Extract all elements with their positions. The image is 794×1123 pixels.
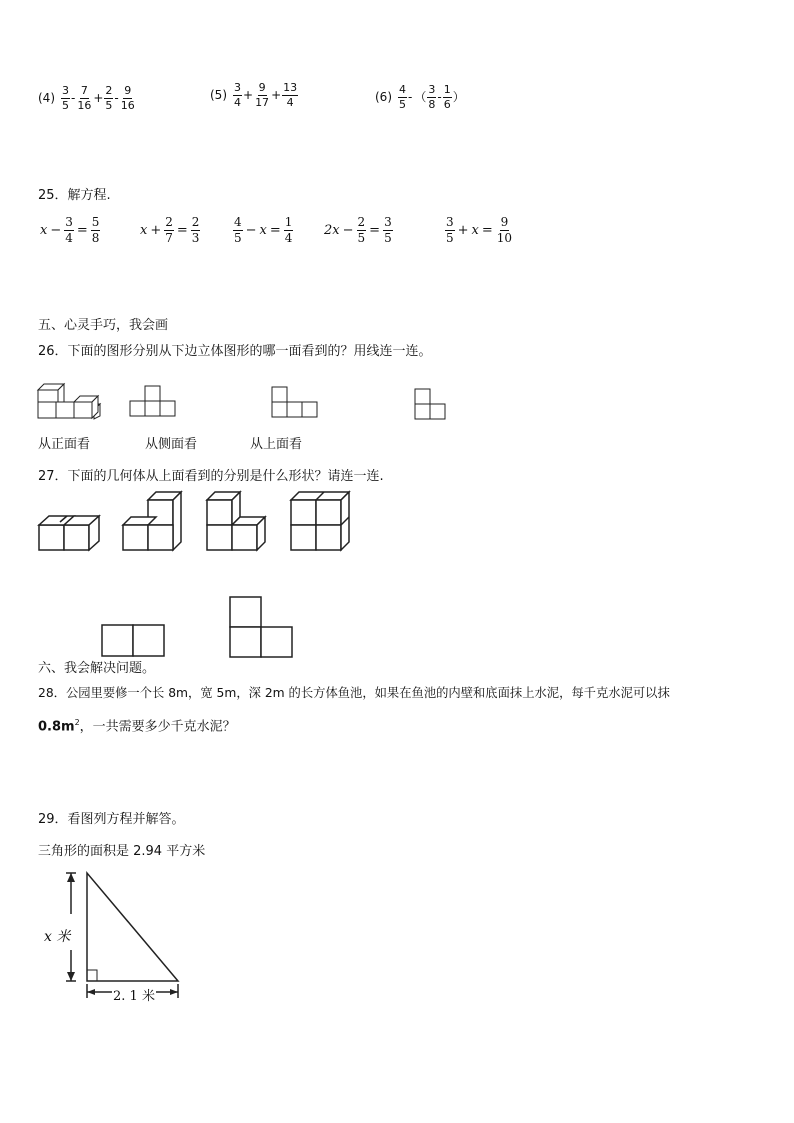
q26-view-front [130, 385, 178, 421]
equation-3: $\frac{4}{5}$ − x = $\frac{1}{4}$ [234, 215, 293, 245]
equation-5: $\frac{3}{5}$ + x = $\frac{9}{10}$ [446, 215, 513, 245]
q26-view-side [414, 388, 448, 424]
part-label: (5) [210, 88, 227, 103]
q27-solid-1 [38, 510, 100, 552]
operator: + [243, 88, 254, 103]
label-top-view: 从上面看 [250, 437, 303, 452]
q29-title: 29．看图列方程并解答。 [38, 812, 185, 827]
fraction: $\frac{13}{4}$ [283, 81, 298, 109]
q27-solid-2 [122, 490, 184, 552]
operator: + [93, 91, 104, 106]
fraction: $\frac{2}{5}$ [105, 84, 113, 112]
base-label: 2. 1 米 [113, 989, 155, 1004]
q26-view-top [272, 386, 320, 422]
height-label: x 米 [44, 929, 71, 945]
section-5-title: 五、心灵手巧，我会画 [38, 318, 169, 333]
fraction: $\frac{9}{17}$ [255, 81, 270, 109]
part-label: (6) [375, 90, 392, 105]
fraction: $\frac{3}{5}$ [62, 84, 69, 112]
operator: - [114, 91, 119, 106]
equation-1: x − $\frac{3}{4}$ = $\frac{5}{8}$ [40, 215, 100, 245]
q24-part-4 [38, 85, 136, 111]
q27-top-view-a [101, 624, 167, 658]
operator: - [408, 90, 413, 105]
label-front-view: 从正面看 [38, 437, 91, 452]
section-6-title: 六、我会解决问题。 [38, 661, 156, 676]
fraction: $\frac{4}{5}$ [399, 83, 406, 111]
q27-solid-4 [290, 490, 352, 552]
q26-title: 26．下面的图形分别从下边立体图形的哪一面看到的？用线连一连。 [38, 344, 432, 359]
fraction: $\frac{9}{16}$ [120, 84, 135, 112]
q25-title: 25．解方程. [38, 188, 111, 203]
q27-title: 27．下面的几何体从上面看到的分别是什么形状？请连一连. [38, 469, 384, 484]
part-label: (4) [38, 91, 55, 106]
right-paren: ） [452, 90, 465, 105]
fraction: $\frac{1}{6}$ [443, 83, 451, 111]
operator: + [271, 88, 282, 103]
q28-line2: $0.8m^2$，一共需要多少千克水泥？ [38, 718, 236, 735]
left-paren: （ [414, 90, 427, 105]
operator: - [71, 91, 76, 106]
equation-2: x + $\frac{2}{7}$ = $\frac{2}{3}$ [140, 215, 200, 245]
fraction: $\frac{3}{8}$ [428, 83, 436, 111]
label-side-view: 从侧面看 [145, 437, 198, 452]
q26-cube-solid [38, 380, 102, 420]
q24-part-6 [375, 84, 466, 110]
equation-4: 2x − $\frac{2}{5}$ = $\frac{3}{5}$ [324, 215, 392, 245]
q28-line1: 28．公园里要修一个长 8m，宽 5m，深 2m 的长方体鱼池，如果在鱼池的内壁和底面抹上水泥，每千克水泥可以抹 [38, 686, 670, 700]
fraction: $\frac{3}{4}$ [234, 81, 241, 109]
q24-part-5 [210, 82, 298, 108]
q29-subtitle: 三角形的面积是 2.94 平方米 [38, 844, 206, 859]
q27-top-view-b [229, 596, 295, 660]
q27-solid-3 [206, 490, 268, 552]
operator: - [437, 90, 442, 105]
fraction: $\frac{7}{16}$ [77, 84, 92, 112]
